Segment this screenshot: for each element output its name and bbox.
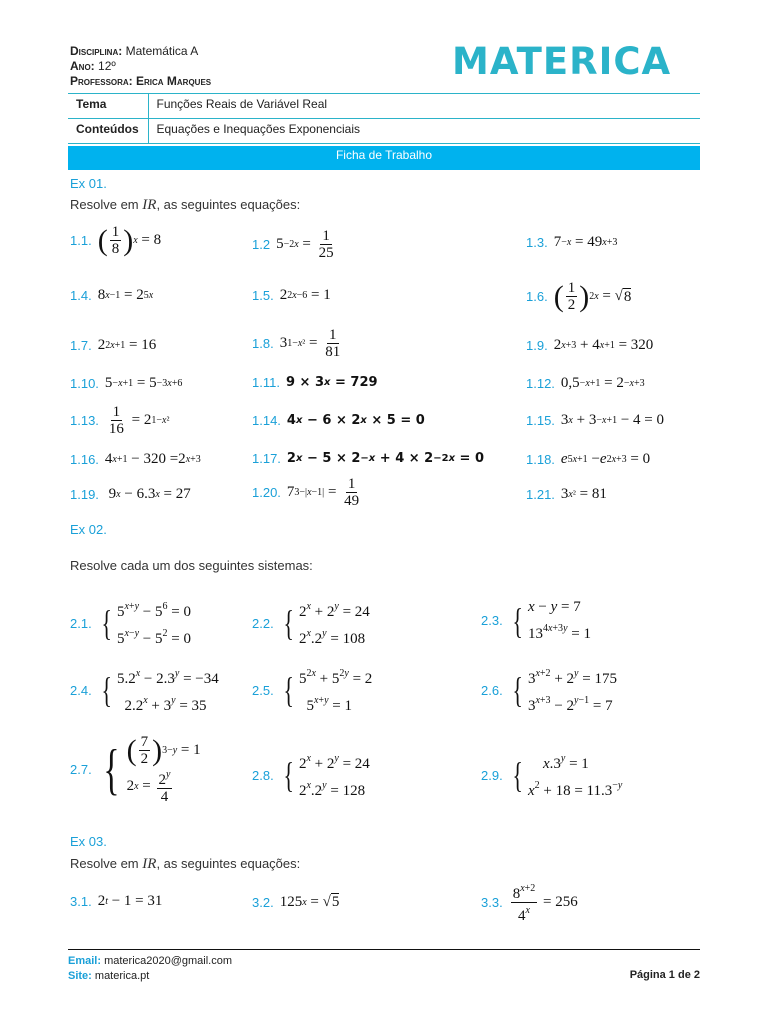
- exercise-number: 2.8.: [252, 767, 274, 783]
- professora-label: Professora:: [70, 74, 133, 88]
- exercise-number: 2.5.: [252, 682, 274, 698]
- exercise-1-3: 1.3. 7 −x = 49 x+3: [526, 234, 618, 250]
- exercise-number: 1.14.: [252, 413, 281, 428]
- exercise-3-3: 3.3. $\frac{8^{x+2}}{4^x}$ = 256: [481, 883, 578, 924]
- ex03-title: Ex 03.: [70, 834, 107, 849]
- exercise-number: 1.7.: [70, 338, 92, 353]
- exercise-2-6: 2.6. { $3^{x+2} + 2^y = 175$ $3^{x+3} - 2^{y-1} = 7$: [481, 668, 617, 714]
- exercise-1-11: 1.11. 9 × 3 x = 729: [252, 375, 378, 390]
- exercise-1-12: 1.12. 0,5 −x+1 = 2 −x+3: [526, 375, 645, 391]
- exercise-2-1: 2.1. { $5^{x+y} - 5^6 = 0$ $5^{x-y} - 5^2 = 0$: [70, 601, 191, 647]
- exercise-number: 1.18.: [526, 452, 555, 467]
- exercise-number: 1.4.: [70, 288, 92, 303]
- exercise-number: 1.17.: [252, 451, 281, 466]
- exercise-1-18: 1.18. e 5x+1 − e 2x+3 = 0: [526, 451, 651, 467]
- exercise-number: 3.2.: [252, 894, 274, 910]
- exercise-number: 1.10.: [70, 376, 99, 391]
- exercise-1-21: 1.21. 3 x² = 81: [526, 486, 607, 502]
- info-table: [68, 93, 700, 144]
- exercise-number: 2.6.: [481, 682, 503, 698]
- exercise-1-9: 1.9. 2 x+3 + 4 x+1 = 320: [526, 337, 654, 353]
- exercise-2-3: 2.3. { x − y = 7 $13^{4x+3y} = 1$: [481, 599, 591, 642]
- exercise-2-5: 2.5. { $5^{2x} + 5^{2y} = 2$ $5^{x+y} = 1$: [252, 668, 373, 714]
- ex02-instruction: Resolve cada um dos seguintes sistemas:: [70, 558, 313, 573]
- exercise-number: 1.8.: [252, 336, 274, 351]
- ex02-title: Ex 02.: [70, 522, 107, 537]
- exercise-1-4: 1.4. 8 x−1 = 2 5x: [70, 287, 154, 303]
- exercise-number: 1.3.: [526, 235, 548, 250]
- exercise-1-20: 1.20. 7 3−|x−1| = $\frac{1}{49}$: [252, 476, 360, 509]
- ano-label: Ano:: [70, 59, 95, 73]
- exercise-number: 1.5.: [252, 288, 274, 303]
- exercise-2-7: 2.7. { ( $\frac{7}{2}$ ) 3−y = 1 2 x = $\frac{2^y}{4}$: [70, 733, 201, 805]
- exercise-number: 1.1.: [70, 233, 92, 248]
- exercise-1-14: 1.14. 4 x − 6 × 2 x × 5 = 0: [252, 413, 425, 428]
- ex01-instruction-end: , as seguintes equações:: [156, 197, 301, 212]
- conteudos-value: Equações e Inequações Exponenciais: [148, 119, 700, 144]
- ex01-instruction-start: Resolve em: [70, 197, 139, 212]
- exercise-number: 1.6.: [526, 289, 548, 304]
- disciplina-value: Matemática A: [125, 44, 199, 58]
- exercise-number: 1.21.: [526, 487, 555, 502]
- exercise-number: 2.2.: [252, 615, 274, 631]
- exercise-number: 1.20.: [252, 485, 281, 500]
- email-link[interactable]: materica2020@gmail.com: [104, 955, 233, 967]
- exercise-1-19: 1.19. 9 x − 6.3 x = 27: [70, 486, 191, 502]
- exercise-1-1: 1.1. ( $\frac{1}{8}$ ) x = 8: [70, 223, 162, 257]
- exercise-1-10: 1.10. 5 −x+1 = 5 −3x+6: [70, 375, 183, 391]
- exercise-number: 3.3.: [481, 895, 503, 910]
- exercise-number: 2.7.: [70, 762, 92, 777]
- exercise-3-2: 3.2. 125 x = √ 5: [252, 893, 340, 910]
- exercise-2-4: 2.4. { $5.2^x - 2.3^y = -34$ $2.2^x + 3^y = 35$: [70, 668, 219, 714]
- exercise-number: 1.15.: [526, 413, 555, 428]
- professora-value: Erica Marques: [136, 74, 212, 88]
- exercise-2-8: 2.8. { $2^x + 2^y = 24$ $2^x.2^y = 128$: [252, 753, 370, 799]
- brand-logo: MATERICA: [452, 40, 672, 83]
- ano-value: 12º: [98, 59, 116, 73]
- exercise-2-9: 2.9. { $x.3^y = 1$ $x^2 + 18 = 11.3^{-y}$: [481, 753, 623, 799]
- exercise-number: 1.12.: [526, 376, 555, 391]
- site-label: Site:: [68, 970, 92, 982]
- ex03-instruction: [70, 856, 300, 873]
- exercise-1-16: 1.16. 4 x+1 − 320 =2 x+3: [70, 451, 201, 467]
- ex01-instruction: [70, 197, 300, 214]
- ex01-set: IR: [142, 197, 157, 213]
- exercise-1-8: 1.8. 3 1−x² = $\frac{1}{81}$: [252, 327, 341, 360]
- exercise-number: 2.4.: [70, 682, 92, 698]
- exercise-number: 3.1.: [70, 894, 92, 909]
- exercise-number: 1.11.: [252, 375, 280, 390]
- exercise-1-6: 1.6. ( $\frac{1}{2}$ ) 2x = √ 8: [526, 279, 632, 313]
- exercise-1-13: 1.13. $\frac{1}{16}$ = 2 1−x²: [70, 404, 170, 437]
- exercise-number: 1.9.: [526, 338, 548, 353]
- exercise-2-2: 2.2. { $2^x + 2^y = 24$ $2^x.2^y = 108$: [252, 601, 370, 647]
- footer: [68, 949, 700, 984]
- exercise-1-17: 1.17. 2 x − 5 × 2 −x + 4 × 2 −2x = 0: [252, 451, 485, 466]
- exercise-1-5: 1.5. 2 2x−6 = 1: [252, 287, 331, 303]
- disciplina-label: Disciplina:: [70, 44, 123, 58]
- exercise-number: 2.3.: [481, 613, 503, 628]
- conteudos-label: Conteúdos: [68, 119, 148, 144]
- exercise-number: 1.19.: [70, 487, 99, 502]
- tema-label: Tema: [68, 94, 148, 119]
- exercise-1-15: 1.15. 3 x + 3 −x+1 − 4 = 0: [526, 412, 664, 428]
- header-info: [70, 44, 211, 89]
- ex03-set: IR: [142, 856, 157, 872]
- ex03-instruction-end: , as seguintes equações:: [156, 856, 301, 871]
- site-link[interactable]: materica.pt: [94, 970, 150, 982]
- exercise-number: 1.16.: [70, 452, 99, 467]
- email-label: Email:: [68, 955, 102, 967]
- worksheet-banner: Ficha de Trabalho: [68, 146, 700, 170]
- exercise-number: 1.13.: [70, 413, 99, 428]
- exercise-number: 1.2: [252, 237, 271, 252]
- exercise-1-7: 1.7. 2 2x+1 = 16: [70, 337, 157, 353]
- page-number: Página 1 de 2: [629, 969, 700, 981]
- exercise-number: 2.9.: [481, 767, 503, 783]
- tema-value: Funções Reais de Variável Real: [148, 94, 700, 119]
- ex03-instruction-start: Resolve em: [70, 856, 139, 871]
- exercise-number: 2.1.: [70, 615, 92, 631]
- exercise-3-1: 3.1. 2 t − 1 = 31: [70, 893, 163, 909]
- ex01-title: Ex 01.: [70, 176, 107, 191]
- exercise-1-2: 1.2 5 −2x = $\frac{1}{25}$: [252, 228, 334, 261]
